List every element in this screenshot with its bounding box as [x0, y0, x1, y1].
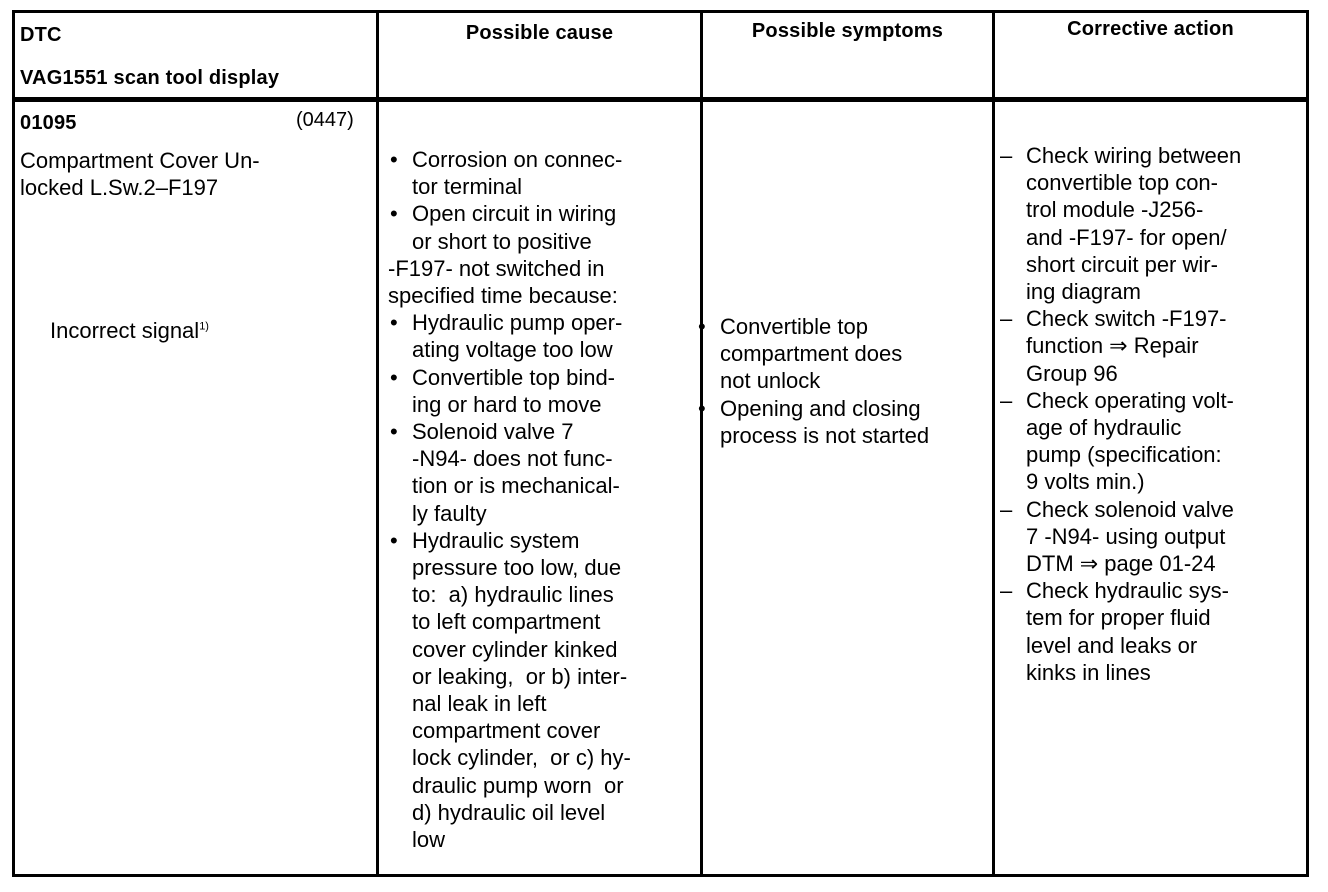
action-item-marker: – — [1000, 496, 1013, 522]
cause-item-line: Hydraulic system — [412, 527, 580, 553]
cause-item-line: low — [412, 827, 446, 853]
action-item-marker: – — [1000, 143, 1013, 168]
action-item-line: 7 -N94- using output — [1026, 523, 1226, 549]
symptom-item-marker: • — [698, 314, 706, 339]
cause-item-line: pressure too low, due — [412, 555, 622, 581]
cause-item-marker: • — [390, 364, 398, 390]
header-possible-symptoms: Possible symptoms — [751, 20, 944, 42]
dtc-code: 01095 — [20, 112, 77, 134]
action-item — [996, 387, 1241, 496]
fault-type — [50, 317, 209, 344]
cause-item-line: Solenoid valve 7 — [412, 419, 574, 445]
possible-symptoms-list — [696, 313, 929, 449]
action-item-line: Check hydraulic sys- — [1026, 578, 1229, 604]
header-corrective-action: Corrective action — [1067, 18, 1234, 40]
dtc-alt-code: (0447) — [296, 109, 354, 131]
action-item-line: Group 96 — [1026, 360, 1118, 386]
symptom-item-marker: • — [698, 395, 706, 421]
action-item — [996, 142, 1241, 305]
cause-item-marker: • — [390, 201, 398, 227]
action-item-line: Check wiring between — [1026, 143, 1242, 168]
cause-item-line: draulic pump worn or — [412, 772, 624, 798]
dtc-description — [20, 147, 260, 201]
action-item — [996, 496, 1241, 578]
cause-item-line: specified time because: — [388, 283, 618, 309]
cause-item-line: tor terminal — [412, 174, 523, 200]
action-item-line: kinks in lines — [1026, 659, 1151, 685]
cause-item-line: compartment cover — [412, 718, 601, 744]
fault-footnote: 1) — [199, 320, 209, 333]
cause-item — [388, 309, 631, 363]
cause-item — [388, 418, 631, 527]
header-scan-tool-display: VAG1551 scan tool display — [20, 67, 280, 89]
header-separator — [12, 97, 1309, 102]
symptom-item-line: process is not started — [720, 422, 930, 448]
cause-item-line: d) hydraulic oil level — [412, 799, 606, 825]
table-left-border — [12, 10, 15, 877]
action-item-line: short circuit per wir- — [1026, 251, 1218, 277]
action-item — [996, 577, 1241, 686]
cause-item-marker: • — [390, 527, 398, 553]
cause-item-line: tion or is mechanical- — [412, 473, 620, 499]
cause-item-line: or leaking, or b) inter- — [412, 663, 628, 689]
possible-causes-list — [388, 146, 631, 853]
cause-item-line: to: a) hydraulic lines — [412, 582, 614, 608]
cause-item-line: ating voltage too low — [412, 337, 613, 363]
cause-item — [388, 527, 631, 853]
action-item-line: Check operating volt- — [1026, 387, 1234, 413]
action-item-line: Check solenoid valve — [1026, 496, 1234, 522]
column-divider-1 — [376, 10, 379, 877]
action-item-line: level and leaks or — [1026, 632, 1198, 658]
cause-item-line: Corrosion on connec- — [412, 147, 623, 172]
action-item-line: pump (specification: — [1026, 442, 1222, 468]
header-dtc: DTC — [20, 24, 62, 46]
cause-item-marker: • — [390, 419, 398, 445]
action-item-line: Check switch -F197- — [1026, 306, 1227, 332]
cause-item-line: ing or hard to move — [412, 391, 602, 417]
cause-item-line: Convertible top bind- — [412, 364, 616, 390]
cause-item-line: nal leak in left — [412, 691, 547, 717]
symptom-item-line: compartment does — [720, 341, 903, 367]
cause-item-line: cover cylinder kinked — [412, 636, 618, 662]
table-bottom-border — [12, 874, 1309, 877]
symptom-item — [696, 313, 929, 395]
cause-item — [388, 255, 631, 309]
cause-item — [388, 146, 631, 200]
table-right-border — [1306, 10, 1309, 877]
header-possible-cause: Possible cause — [465, 22, 614, 44]
cause-item-line: ly faulty — [412, 500, 487, 526]
cause-item-line: -N94- does not func- — [412, 446, 613, 472]
action-item-line: trol module -J256- — [1026, 197, 1204, 223]
action-item-line: function ⇒ Repair — [1026, 333, 1199, 359]
action-item-line: convertible top con- — [1026, 170, 1218, 196]
cause-item — [388, 364, 631, 418]
cause-item-line: lock cylinder, or c) hy- — [412, 745, 631, 771]
action-item-line: and -F197- for open/ — [1026, 224, 1227, 250]
symptom-item-line: not unlock — [720, 368, 821, 394]
column-divider-3 — [992, 10, 995, 877]
action-item — [996, 305, 1241, 387]
action-item-marker: – — [1000, 578, 1013, 604]
cause-item-line: or short to positive — [412, 228, 592, 254]
symptom-item-line: Opening and closing — [720, 395, 921, 421]
action-item-line: ing diagram — [1026, 279, 1141, 305]
action-item-line: age of hydraulic — [1026, 415, 1182, 441]
action-item-line: 9 volts min.) — [1026, 469, 1145, 495]
symptom-item-line: Convertible top — [720, 314, 868, 339]
action-item-line: DTM ⇒ page 01-24 — [1026, 551, 1216, 577]
cause-item-line: Open circuit in wiring — [412, 201, 617, 227]
fault-label: Incorrect signal — [50, 318, 200, 343]
table-top-border — [12, 10, 1309, 13]
corrective-actions-list — [996, 142, 1241, 686]
cause-item-line: -F197- not switched in — [388, 255, 605, 281]
cause-item — [388, 200, 631, 254]
action-item-marker: – — [1000, 387, 1013, 413]
cause-item-marker: • — [390, 147, 398, 172]
symptom-item — [696, 395, 929, 449]
description-line: locked L.Sw.2–F197 — [20, 175, 219, 201]
cause-item-line: to left compartment — [412, 609, 601, 635]
action-item-marker: – — [1000, 306, 1013, 332]
cause-item-line: Hydraulic pump oper- — [412, 310, 623, 336]
description-line: Compartment Cover Un- — [20, 148, 260, 173]
cause-item-marker: • — [390, 310, 398, 336]
action-item-line: tem for proper fluid — [1026, 605, 1211, 631]
